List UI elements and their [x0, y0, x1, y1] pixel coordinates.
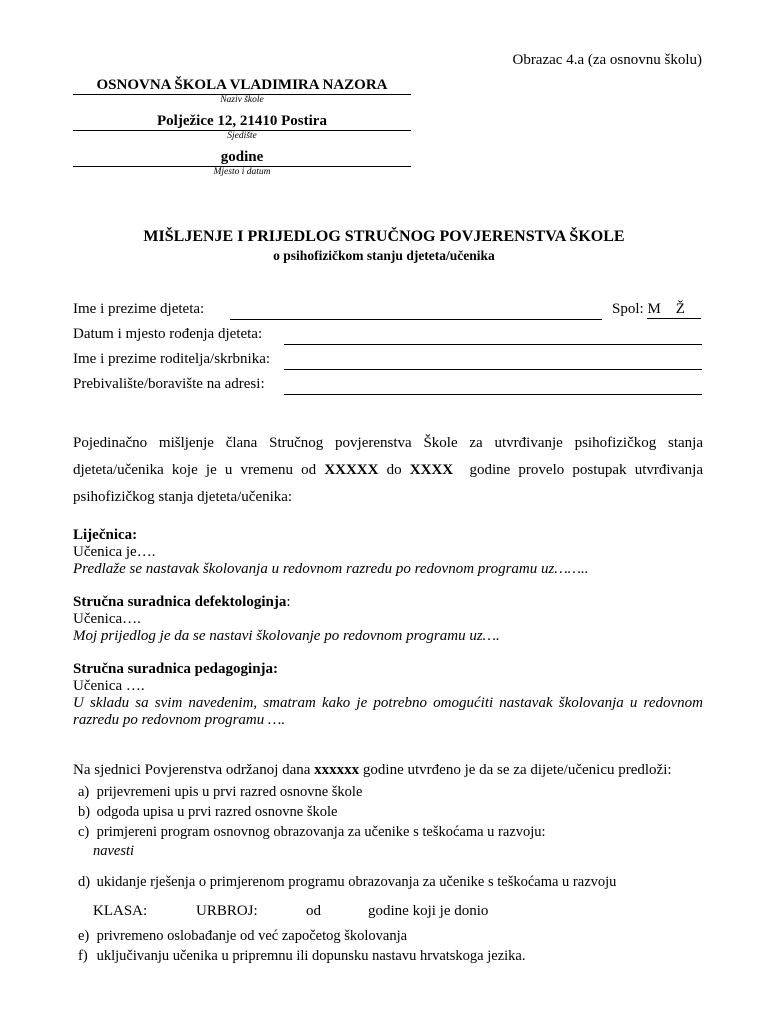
- section-proposal: U skladu sa svim navedenim, smatram kako je potrebno omogućiti nastavak školovanja u redovnom razredu po redovnom programu ….: [73, 695, 703, 728]
- section-head: Liječnica:: [73, 527, 138, 543]
- spol-label: Spol:: [612, 301, 644, 317]
- list-letter: e): [78, 928, 90, 944]
- section-head: Stručna suradnica defektologinja: [73, 594, 287, 610]
- spol-options-text: M Ž: [647, 301, 685, 317]
- section-defectologist: [73, 594, 703, 645]
- section-pedagogue: [73, 661, 703, 729]
- section-line: Učenica….: [73, 611, 141, 627]
- list-letter: b): [78, 804, 91, 820]
- spol-options[interactable]: [647, 301, 701, 319]
- list-text: odgoda upisa u prvi razred osnovne škole: [96, 804, 338, 820]
- document-title: MIŠLJENJE I PRIJEDLOG STRUČNOG POVJERENSTVA ŠKOLE: [143, 228, 625, 245]
- section-proposal: Moj prijedlog je da se nastavi školovanje po redovnom programu uz….: [73, 628, 500, 644]
- intro-to: XXXX: [409, 462, 454, 478]
- child-name-label: Ime i prezime djeteta:: [73, 301, 205, 317]
- intro-paragraph: [73, 430, 707, 511]
- address-block: [73, 112, 411, 142]
- list-letter: d): [78, 874, 91, 890]
- list-text: prijevremeni upis u prvi razred osnovne škole: [96, 784, 363, 800]
- session-paragraph: [73, 762, 703, 779]
- section-head: Stručna suradnica pedagoginja:: [73, 661, 279, 677]
- spol-block: [612, 301, 701, 319]
- school-name-block: [73, 76, 411, 106]
- parent-label: Ime i prezime roditelja/skrbnika:: [73, 351, 271, 367]
- list-item-c: [78, 824, 546, 841]
- list-text: privremeno oslobađanje od već započetog školovanja: [96, 928, 408, 944]
- birth-field[interactable]: [284, 343, 702, 345]
- list-item-a: [78, 784, 362, 801]
- address-caption: Sjedište: [227, 131, 257, 141]
- list-letter: f): [78, 948, 88, 964]
- list-item-d: [78, 874, 616, 891]
- section-proposal: Predlaže se nastavak školovanja u redovnom razredu po redovnom programu uz……..: [73, 561, 589, 577]
- intro-text-1: Pojedinačno mišljenje člana Stručnog povjerenstva Škole za utvrđivanje psihofizičkog stanja djeteta/učenika koje je u vremenu od: [73, 435, 703, 478]
- list-text: ukidanje rješenja o primjerenom programu obrazovanja za učenike s teškoćama u razvoju: [96, 874, 617, 890]
- session-date: xxxxxx: [314, 762, 360, 778]
- date-caption: Mjesto i datum: [213, 167, 271, 177]
- list-item-e: [78, 928, 407, 945]
- klasa-label: KLASA:: [93, 903, 148, 919]
- form-number: Obrazac 4.a (za osnovnu školu): [512, 52, 702, 68]
- session-text-1: Na sjednici Povjerenstva održanoj dana: [73, 762, 315, 778]
- section-colon: :: [286, 594, 291, 610]
- residence-label: Prebivalište/boravište na adresi:: [73, 376, 265, 392]
- list-item-b: [78, 804, 337, 821]
- birth-label: Datum i mjesto rođenja djeteta:: [73, 326, 263, 342]
- godine-label: godine koji je donio: [368, 903, 489, 919]
- place-date: godine: [73, 148, 411, 167]
- list-c-sub: navesti: [93, 843, 135, 859]
- list-text: uključivanju učenika u pripremnu ili dopunsku nastavu hrvatskoga jezika.: [96, 948, 526, 964]
- od-label: od: [306, 903, 321, 919]
- school-address: Polježice 12, 21410 Postira: [73, 112, 411, 131]
- intro-from: XXXXX: [324, 462, 379, 478]
- intro-do: do: [378, 462, 410, 478]
- child-name-field[interactable]: [230, 318, 602, 320]
- session-text-2: godine utvrđeno je da se za dijete/učenicu predloži:: [359, 762, 672, 778]
- section-line: Učenica je….: [73, 544, 156, 560]
- date-block: [73, 148, 411, 178]
- intro-text-2: godine provelo postupak utvrđivanja psihofizičkog stanja djeteta/učenika:: [73, 462, 707, 505]
- list-text: primjereni program osnovnog obrazovanja za učenike s teškoćama u razvoju:: [96, 824, 546, 840]
- school-name-caption: Naziv škole: [220, 95, 264, 105]
- section-doctor: [73, 527, 703, 578]
- residence-field[interactable]: [284, 393, 702, 395]
- document-subtitle: o psihofizičkom stanju djeteta/učenika: [273, 248, 495, 263]
- urbroj-label: URBROJ:: [196, 903, 258, 919]
- parent-field[interactable]: [284, 368, 702, 370]
- list-letter: c): [78, 824, 90, 840]
- section-line: Učenica ….: [73, 678, 145, 694]
- school-name: OSNOVNA ŠKOLA VLADIMIRA NAZORA: [73, 76, 411, 95]
- list-letter: a): [78, 784, 90, 800]
- list-item-f: [78, 948, 525, 965]
